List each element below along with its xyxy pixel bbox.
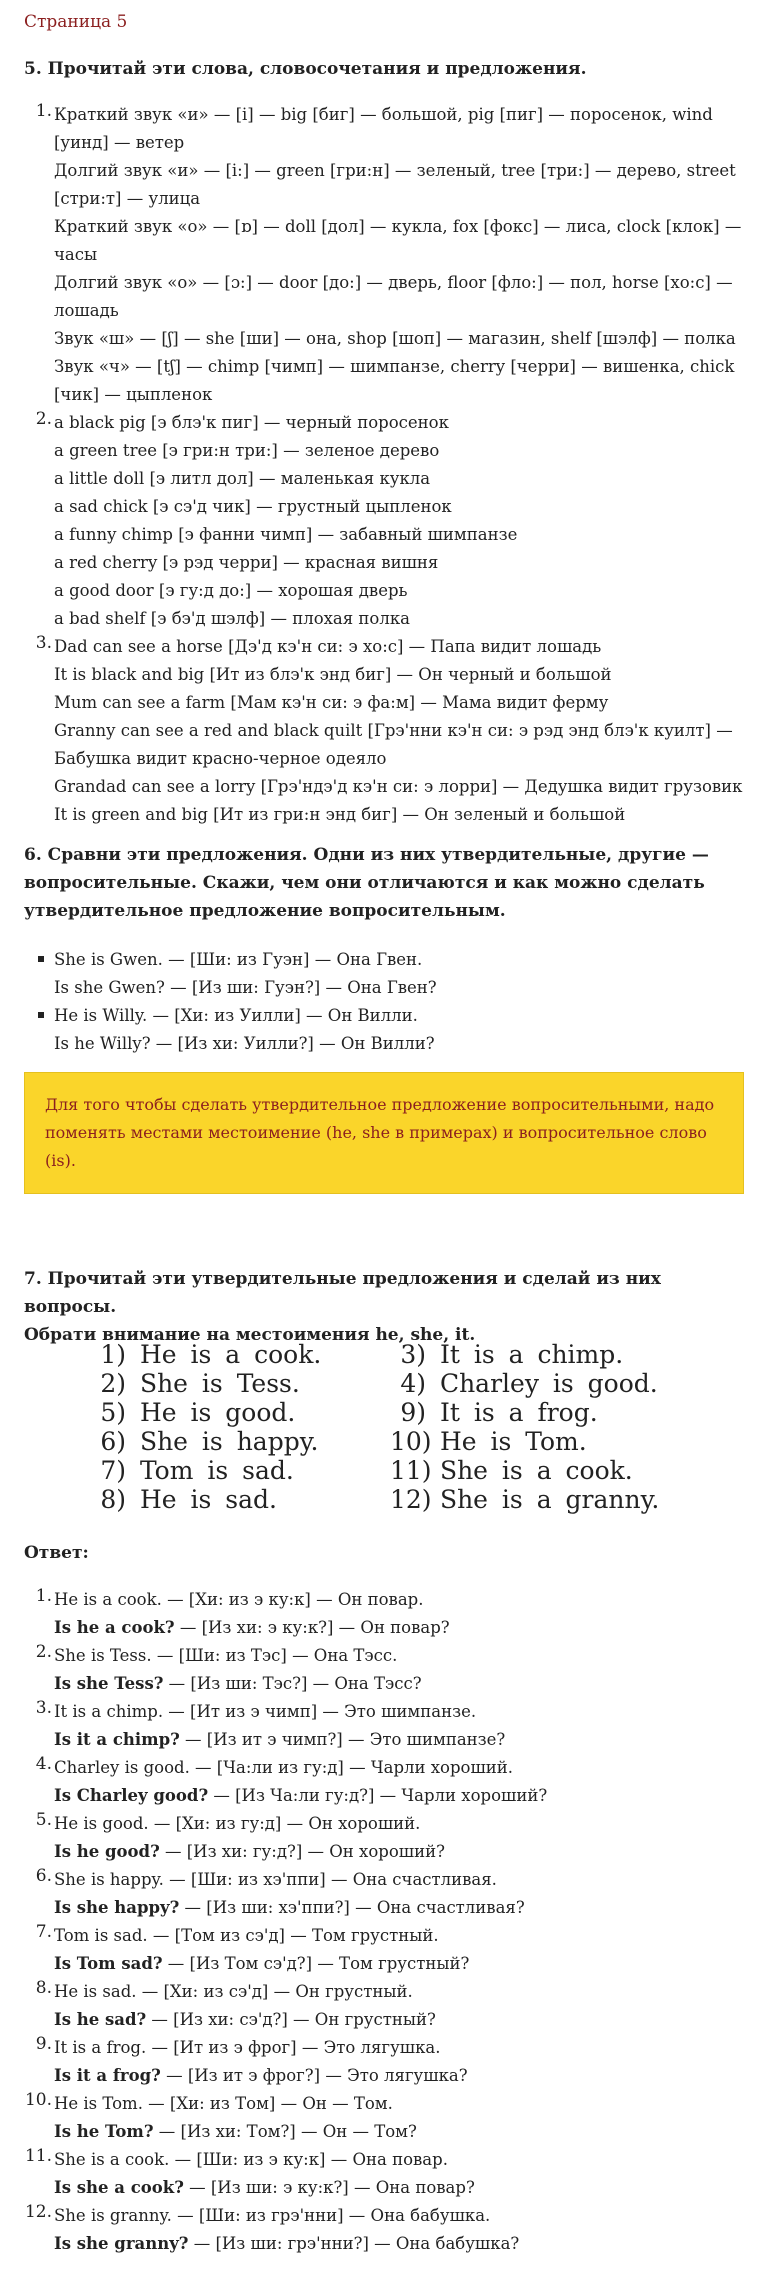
list-item xyxy=(0,1586,781,1642)
text-line: a sad chick [э сэ'д чик] — грустный цыпленок xyxy=(54,497,452,516)
sentence-number: 5) xyxy=(100,1398,126,1427)
question-line xyxy=(54,1838,781,1866)
sentence-number: 4) xyxy=(400,1369,426,1398)
list-item xyxy=(0,2034,781,2090)
sentence-number: 1) xyxy=(100,1340,126,1369)
sentence-text: Tom is sad. xyxy=(139,1456,294,1485)
list-item xyxy=(0,633,781,829)
sentence-row xyxy=(90,1485,321,1514)
list-number: 6. xyxy=(35,1866,52,1886)
sentence-text: It is a frog. xyxy=(439,1398,598,1427)
question-line xyxy=(54,2062,781,2090)
question-translation: — [Из ши: э ку:к?] — Она повар? xyxy=(183,2178,475,2197)
sentence-number: 2) xyxy=(100,1369,126,1398)
sentence-number: 11) xyxy=(390,1456,432,1485)
sentence-text: He is Tom. xyxy=(439,1427,587,1456)
text-line: Is she Gwen? — [Из ши: Гуэн?] — Она Гвен? xyxy=(54,978,437,997)
question-line xyxy=(54,1894,781,1922)
statement-line: He is good. — [Хи: из гу:д] — Он хороший. xyxy=(54,1814,421,1833)
question-bold: Is he good? xyxy=(54,1842,160,1861)
question-bold: Is he a cook? xyxy=(54,1618,175,1637)
bullet-icon xyxy=(38,1012,44,1018)
sentence-row xyxy=(390,1369,659,1398)
question-bold: Is she granny? xyxy=(54,2234,189,2253)
text-line: a black pig [э блэ'к пиг] — черный поросенок xyxy=(54,413,449,432)
question-line xyxy=(54,1726,781,1754)
exercise-5-heading: 5. Прочитай эти слова, словосочетания и предложения. xyxy=(24,59,587,79)
sentence-row xyxy=(90,1398,321,1427)
text-line: She is Gwen. — [Ши: из Гуэн] — Она Гвен. xyxy=(54,950,423,969)
question-bold: Is Charley good? xyxy=(54,1786,209,1805)
list-number: 1. xyxy=(35,1586,52,1606)
question-line xyxy=(54,1614,781,1642)
statement-line: She is granny. — [Ши: из грэ'нни] — Она бабушка. xyxy=(54,2206,491,2225)
statement-line: She is Tess. — [Ши: из Тэс] — Она Тэсс. xyxy=(54,1646,398,1665)
list-item xyxy=(0,1978,781,2034)
question-bold: Is Tom sad? xyxy=(54,1954,163,1973)
sentence-row xyxy=(390,1398,659,1427)
question-line xyxy=(54,2230,781,2258)
statement-line: He is a cook. — [Хи: из э ку:к] — Он повар. xyxy=(54,1590,424,1609)
sentence-row xyxy=(90,1427,321,1456)
question-line xyxy=(54,2118,781,2146)
text-line: a red cherry [э рэд черри] — красная вишня xyxy=(54,553,439,572)
question-translation: — [Из хи: сэ'д?] — Он грустный? xyxy=(146,2010,436,2029)
list-number: 7. xyxy=(35,1922,52,1942)
text-line: Звук «ш» — [ʃ] — she [ши] — она, shop [шоп] — магазин, shelf [шэлф] — полка xyxy=(54,329,736,348)
text-line: лошадь xyxy=(54,301,119,320)
question-translation: — [Из ит э чимп?] — Это шимпанзе? xyxy=(179,1730,506,1749)
list-item xyxy=(0,1810,781,1866)
statement-line: He is Tom. — [Хи: из Том] — Он — Том. xyxy=(54,2094,393,2113)
list-item xyxy=(0,1698,781,1754)
list-item xyxy=(0,409,781,633)
list-item xyxy=(0,1866,781,1922)
question-bold: Is she Tess? xyxy=(54,1674,164,1693)
question-translation: — [Из ши: Тэс?] — Она Тэсс? xyxy=(163,1674,422,1693)
list-item xyxy=(0,1922,781,1978)
sentence-text: She is Tess. xyxy=(139,1369,300,1398)
text-line: Grandad can see a lorry [Грэ'ндэ'д кэ'н си: э лорри] — Дедушка видит грузовик xyxy=(54,777,743,796)
sentence-text: He is a cook. xyxy=(139,1340,322,1369)
text-line: It is black and big [Ит из блэ'к энд биг] — Он черный и большой xyxy=(54,665,612,684)
sentence-text: He is sad. xyxy=(139,1485,277,1514)
exercise-6-bullets xyxy=(0,946,781,1058)
list-number: 3. xyxy=(35,633,52,653)
question-translation: — [Из Том сэ'д?] — Том грустный? xyxy=(162,1954,470,1973)
question-line xyxy=(54,2006,781,2034)
question-translation: — [Из ши: грэ'нни?] — Она бабушка? xyxy=(188,2234,520,2253)
list-number: 2. xyxy=(35,1642,52,1662)
statement-line: Charley is good. — [Ча:ли из гу:д] — Чарли хороший. xyxy=(54,1758,514,1777)
sentence-text: She is happy. xyxy=(139,1427,319,1456)
text-line: It is green and big [Ит из гри:н энд биг] — Он зеленый и большой xyxy=(54,805,626,824)
list-number: 2. xyxy=(35,409,52,429)
list-number: 5. xyxy=(35,1810,52,1830)
note-line: Для того чтобы сделать утвердительное предложение вопросительными, надо xyxy=(45,1095,715,1114)
text-line: Dad can see a horse [Дэ'д кэ'н си: э хо:с] — Папа видит лошадь xyxy=(54,637,602,656)
note-line: (is). xyxy=(45,1151,76,1170)
text-line: Granny can see a red and black quilt [Грэ'нни кэ'н си: э рэд энд блэ'к куилт] — xyxy=(54,721,733,740)
question-translation: — [Из хи: э ку:к?] — Он повар? xyxy=(174,1618,450,1637)
heading-line: Обрати внимание на местоимения he, she, it. xyxy=(24,1325,476,1345)
list-item xyxy=(0,1002,781,1058)
heading-line: утвердительное предложение вопросительным. xyxy=(24,901,506,921)
question-line xyxy=(54,2174,781,2202)
question-line xyxy=(54,1782,781,1810)
sentence-text: He is good. xyxy=(139,1398,296,1427)
list-number: 1. xyxy=(35,101,52,121)
list-number: 9. xyxy=(35,2034,52,2054)
sentence-row xyxy=(90,1340,321,1369)
list-number: 11. xyxy=(24,2146,52,2166)
question-line xyxy=(54,1950,781,1978)
list-number: 3. xyxy=(35,1698,52,1718)
sentence-row xyxy=(90,1369,321,1398)
bullet-icon xyxy=(38,956,44,962)
sentence-text: She is a granny. xyxy=(439,1485,660,1514)
list-item xyxy=(0,2146,781,2202)
sentence-row xyxy=(390,1427,659,1456)
text-line: Долгий звук «о» — [ɔ:] — door [до:] — дверь, floor [фло:] — пол, horse [хо:с] — xyxy=(54,273,733,292)
sentence-text: It is a chimp. xyxy=(439,1340,624,1369)
statement-line: She is a cook. — [Ши: из э ку:к] — Она повар. xyxy=(54,2150,448,2169)
question-translation: — [Из хи: гу:д?] — Он хороший? xyxy=(159,1842,445,1861)
question-translation: — [Из хи: Том?] — Он — Том? xyxy=(153,2122,417,2141)
sentence-number: 8) xyxy=(100,1485,126,1514)
text-line: a green tree [э гри:н три:] — зеленое дерево xyxy=(54,441,440,460)
text-line: [уинд] — ветер xyxy=(54,133,185,152)
list-item xyxy=(0,2202,781,2258)
question-bold: Is she a cook? xyxy=(54,2178,184,2197)
question-bold: Is she happy? xyxy=(54,1898,180,1917)
heading-line: 6. Сравни эти предложения. Одни из них утвердительные, другие — xyxy=(24,845,709,865)
list-number: 10. xyxy=(24,2090,52,2110)
question-bold: Is he Tom? xyxy=(54,2122,154,2141)
sentence-column-right xyxy=(390,1340,659,1514)
sentence-row xyxy=(90,1456,321,1485)
list-item xyxy=(0,101,781,409)
sentence-column-left xyxy=(90,1340,321,1514)
heading-line: 7. Прочитай эти утвердительные предложения и сделай из них вопросы. xyxy=(24,1269,661,1317)
list-number: 8. xyxy=(35,1978,52,1998)
statement-line: Tom is sad. — [Том из сэ'д] — Том грустный. xyxy=(54,1926,439,1945)
question-line xyxy=(54,1670,781,1698)
exercise-6-heading xyxy=(24,841,744,925)
question-bold: Is he sad? xyxy=(54,2010,147,2029)
text-line: Краткий звук «о» — [ɒ] — doll [дол] — кукла, fox [фокс] — лиса, clock [клок] — xyxy=(54,217,742,236)
question-translation: — [Из Ча:ли гу:д?] — Чарли хороший? xyxy=(208,1786,548,1805)
answer-label: Ответ: xyxy=(24,1543,89,1563)
question-translation: — [Из ит э фрог?] — Это лягушка? xyxy=(160,2066,468,2085)
text-line: a little doll [э литл дол] — маленькая кукла xyxy=(54,469,431,488)
statement-line: He is sad. — [Хи: из сэ'д] — Он грустный. xyxy=(54,1982,413,2001)
statement-line: It is a chimp. — [Ит из э чимп] — Это шимпанзе. xyxy=(54,1702,477,1721)
text-line: [стри:т] — улица xyxy=(54,189,201,208)
heading-line: вопросительные. Скажи, чем они отличаются и как можно сделать xyxy=(24,873,705,893)
exercise-5-list xyxy=(0,101,781,829)
text-line: Mum can see a farm [Мам кэ'н си: э фа:м] — Мама видит ферму xyxy=(54,693,609,712)
statement-line: She is happy. — [Ши: из хэ'ппи] — Она счастливая. xyxy=(54,1870,497,1889)
sentence-number: 9) xyxy=(400,1398,426,1427)
text-line: Звук «ч» — [tʃ] — chimp [чимп] — шимпанзе, cherry [черри] — вишенка, chick xyxy=(54,357,735,376)
note-line: поменять местами местоимение (he, she в примерах) и вопросительное слово xyxy=(45,1123,707,1142)
text-line: a good door [э гу:д до:] — хорошая дверь xyxy=(54,581,408,600)
question-bold: Is it a chimp? xyxy=(54,1730,180,1749)
sentence-number: 6) xyxy=(100,1427,126,1456)
answer-list xyxy=(0,1586,781,2258)
sentence-text: Charley is good. xyxy=(439,1369,658,1398)
list-item xyxy=(0,1754,781,1810)
text-line: He is Willy. — [Хи: из Уилли] — Он Вилли. xyxy=(54,1006,418,1025)
text-line: [чик] — цыпленок xyxy=(54,385,213,404)
statement-line: It is a frog. — [Ит из э фрог] — Это лягушка. xyxy=(54,2038,441,2057)
sentence-number: 10) xyxy=(390,1427,432,1456)
text-line: Бабушка видит красно-черное одеяло xyxy=(54,749,387,768)
sentence-number: 7) xyxy=(100,1456,126,1485)
list-item xyxy=(0,2090,781,2146)
sentence-text: She is a cook. xyxy=(439,1456,633,1485)
list-item xyxy=(0,1642,781,1698)
sentence-number: 12) xyxy=(390,1485,432,1514)
list-item xyxy=(0,946,781,1002)
question-translation: — [Из ши: хэ'ппи?] — Она счастливая? xyxy=(179,1898,525,1917)
answer-note-box xyxy=(24,1072,744,1194)
list-number: 12. xyxy=(24,2202,52,2222)
question-bold: Is it a frog? xyxy=(54,2066,161,2085)
sentence-row xyxy=(390,1456,659,1485)
sentence-row xyxy=(390,1340,659,1369)
text-line: Is he Willy? — [Из хи: Уилли?] — Он Вилли? xyxy=(54,1034,435,1053)
page-title: Страница 5 xyxy=(24,12,128,32)
text-line: часы xyxy=(54,245,98,264)
text-line: a bad shelf [э бэ'д шэлф] — плохая полка xyxy=(54,609,410,628)
sentence-number: 3) xyxy=(400,1340,426,1369)
text-line: a funny chimp [э фанни чимп] — забавный шимпанзе xyxy=(54,525,518,544)
list-number: 4. xyxy=(35,1754,52,1774)
text-line: Краткий звук «и» — [i] — big [биг] — большой, pig [пиг] — поросенок, wind xyxy=(54,105,713,124)
text-line: Долгий звук «и» — [i:] — green [гри:н] — зеленый, tree [три:] — дерево, street xyxy=(54,161,736,180)
sentence-row xyxy=(390,1485,659,1514)
exercise-7-heading xyxy=(24,1265,744,1349)
